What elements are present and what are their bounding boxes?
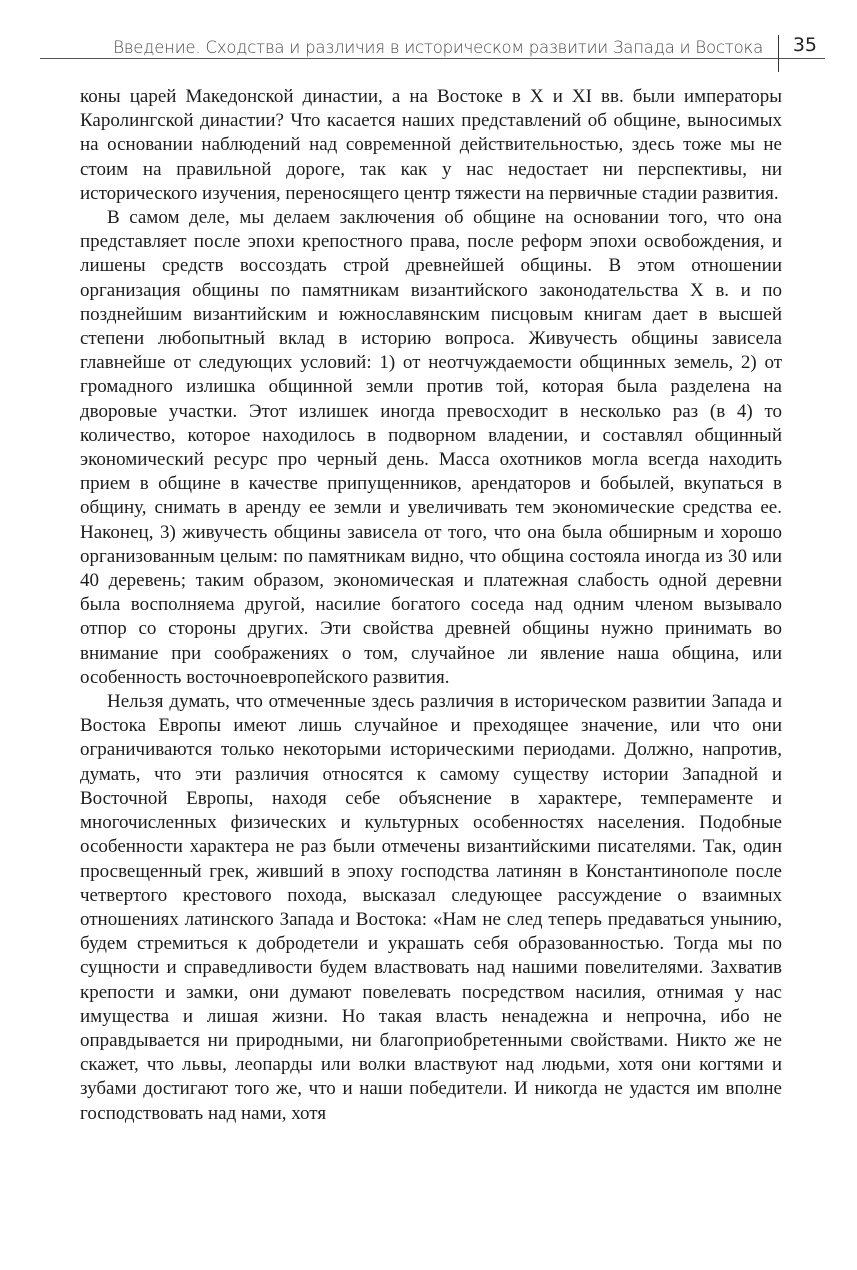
paragraph: В самом деле, мы делаем заключения об общине на основании того, что она представляет после эпохи крепостного права, после реформ эпохи освобождения, и лишены средств воссоздать строй древнейшей общины. В этом отношении организация общины по памятникам византийского законодательства X в. и по позднейшим византийским и южнославянским писцовым книгам дает в высшей степени любопытный вклад в историю вопроса. Живучесть общины зависела главнейше от следующих условий: 1) от неотчуждаемости общинных земель, 2) от громадного излишка общинной земли против той, которая была разделена на дворовые участки. Этот излишек иногда превосходит в несколько раз (в 4) то количество, которое находилось в подворном владении, и составлял общинный экономический ресурс про черный день. Масса охотников могла всегда находить прием в общине в качестве припущенников, арендаторов и бобылей, вкупаться в общину, снимать в аренду ее земли и увеличивать тем экономические средства ее. Наконец, 3) живучесть общины зависела от того, что она была обширным и хорошо организованным целым: по памятникам видно, что община состояла иногда из 30 или 40 деревень; таким образом, экономическая и платежная слабость одной деревни была восполняема другой, насилие богатого соседа над одним членом вызывало отпор со стороны других. Эти свойства древней общины нужно принимать во внимание при соображениях о том, случайное ли явление наша община, или особенность восточноевропейского развития. bbox=[80, 207, 782, 688]
running-title: Введение. Сходства и различия в историческом развитии Запада и Востока bbox=[113, 38, 763, 57]
paragraph: Нельзя думать, что отмеченные здесь различия в историческом развитии Запада и Востока Европы имеют лишь случайное и преходящее значение, или что они ограничиваются только некоторыми историческими периодами. Должно, напротив, думать, что эти различия относятся к самому существу истории Западной и Восточной Европы, находя себе объяснение в характере, темпераменте и многочисленных физических и культурных особенностях населения. Подобные особенности характера не раз были отмечены византийскими писателями. Так, один просвещенный грек, живший в эпоху господства латинян в Константинополе после четвертого крестового похода, высказал следующее рассуждение о взаимных отношениях латинского Запада и Востока: «Нам не след теперь предаваться унынию, будем стремиться к добродетели и украшать себя образованностью. Тогда мы по сущности и справедливости будем властвовать над нашими повелителями. Захватив крепости и замки, они думают повелевать посредством насилия, отнимая у нас имущества и лишая жизни. Но такая власть ненадежна и непрочна, ибо не оправдывается ни природными, ни благоприобретенными свойствами. Никто же не скажет, что львы, леопарды или волки властвуют над людьми, хотя они когтями и зубами достигают того же, что и наши победители. И никогда не удастся им вполне господствовать над нами, хотя bbox=[80, 691, 782, 1124]
body-text bbox=[80, 85, 782, 1126]
page-number: 35 bbox=[792, 34, 817, 56]
running-head bbox=[40, 28, 825, 68]
paragraph-continuation: коны царей Македонской династии, а на Востоке в X и XI вв. были императоры Каролингской династии? Что касается наших представлений об общине, выносимых на основании наблюдений над современной действительностью, здесь тоже мы не стоим на правильной дороге, так как у нас недостает ни перспективы, ни исторического изучения, переносящего центр тяжести на первичные стадии развития. bbox=[80, 86, 782, 204]
header-divider bbox=[778, 35, 779, 72]
header-rule bbox=[40, 58, 825, 59]
